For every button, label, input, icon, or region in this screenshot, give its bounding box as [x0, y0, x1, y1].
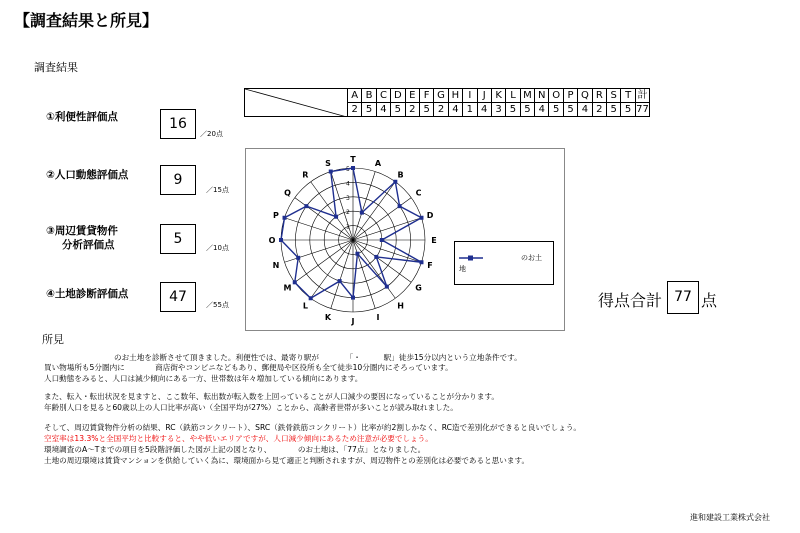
- rental-label-line2: 分析評価点: [62, 239, 115, 251]
- population-score: 9: [160, 165, 196, 195]
- convenience-label: ①利便性評価点: [46, 111, 118, 123]
- convenience-score: 16: [160, 109, 196, 139]
- table-value-cell: 5: [391, 103, 405, 117]
- table-value-cell: 4: [448, 103, 462, 117]
- table-header-cell: L: [506, 89, 520, 103]
- table-header-cell: Q: [578, 89, 592, 103]
- radar-category-label: G: [415, 283, 422, 293]
- table-value-cell: 5: [419, 103, 433, 117]
- company-name: 進和建設工業株式会社: [690, 513, 770, 522]
- radar-tick-label: 1: [346, 223, 350, 231]
- rental-label-line1: ③周辺賃貸物件: [46, 225, 118, 237]
- findings-line: また、転入・転出状況を見ますと、ここ数年、転出数が転入数を上回っていることが人口減少の要因になっていることが分かります。: [44, 392, 500, 401]
- table-value-cell: 5: [563, 103, 577, 117]
- radar-spoke: [285, 218, 353, 240]
- table-value-cell: 5: [549, 103, 563, 117]
- table-value-cell: 4: [477, 103, 491, 117]
- table-header-cell: I: [463, 89, 477, 103]
- legend-marker: [459, 254, 483, 262]
- radar-category-label: P: [273, 210, 279, 220]
- radar-point: [309, 296, 313, 300]
- table-header-cell: M: [520, 89, 534, 103]
- table-value-cell: 3: [491, 103, 505, 117]
- radar-spoke: [353, 240, 411, 282]
- radar-point: [283, 216, 287, 220]
- findings-line: のお土地を診断させて頂きました。利便性では、最寄り駅が 「・ 駅」徒歩15分以内という立地条件です。: [114, 353, 522, 362]
- radar-point: [360, 211, 364, 215]
- table-header-cell: 計: [635, 89, 649, 103]
- population-label: ②人口動態評価点: [46, 169, 129, 181]
- radar-point: [334, 215, 338, 219]
- radar-spoke: [331, 240, 353, 308]
- table-header-cell: D: [391, 89, 405, 103]
- table-value-cell: 4: [535, 103, 549, 117]
- table-value-cell: 5: [506, 103, 520, 117]
- radar-category-label: J: [351, 317, 355, 326]
- radar-point: [351, 296, 355, 300]
- radar-series-line: [281, 168, 421, 298]
- table-value-cell: 1: [463, 103, 477, 117]
- radar-tick-label: 2: [346, 209, 350, 217]
- table-value-cell: 4: [376, 103, 390, 117]
- radar-point: [374, 255, 378, 259]
- table-header-cell: K: [491, 89, 505, 103]
- radar-point: [380, 238, 384, 242]
- table-header-cell: N: [535, 89, 549, 103]
- findings-line: 買い物場所も5分圏内に 商店街やコンビニなどもあり、郵便局や区役所も全て徒歩10分圏内にそろっています。: [44, 363, 453, 372]
- radar-category-label: L: [302, 301, 308, 311]
- rental-score: 5: [160, 224, 196, 254]
- radar-category-label: M: [283, 283, 292, 293]
- radar-point: [279, 238, 283, 242]
- radar-category-label: T: [350, 155, 356, 164]
- radar-spoke: [295, 198, 353, 240]
- table-header-cell: B: [362, 89, 376, 103]
- land-max: ／55点: [206, 301, 229, 309]
- table-header-cell: T: [621, 89, 635, 103]
- findings-line: そして、周辺賃貸物件分析の結果、RC（鉄筋コンクリート）、SRC（鉄骨鉄筋コンクリート）比率が約2割しかなく、RC造で差別化ができると良いでしょう。: [44, 423, 582, 432]
- radar-point: [355, 252, 359, 256]
- radar-category-label: B: [397, 170, 404, 180]
- radar-category-label: R: [302, 170, 309, 180]
- findings-line: 環境調査のA～Tまでの項目を5段階評価した図が上記の図となり、 のお土地は、「77点」となりました。: [44, 445, 426, 454]
- legend-text-b: 地: [459, 265, 466, 273]
- table-value-cell: 5: [621, 103, 635, 117]
- radar-tick-label: 3: [346, 194, 350, 202]
- radar-spoke: [353, 198, 411, 240]
- findings-line: 土地の周辺環境は賃貸マンションを供給していく為に、環境面から見て適正と判断されますが、周辺物件との差別化は必要であると思います。: [44, 456, 530, 465]
- radar-spoke: [285, 240, 353, 262]
- land-label: ④土地診断評価点: [46, 288, 129, 300]
- radar-category-label: D: [426, 210, 434, 220]
- radar-tick-label: 4: [346, 180, 350, 188]
- chart-legend: [454, 241, 554, 285]
- radar-spoke: [295, 240, 353, 282]
- table-header-cell: R: [592, 89, 606, 103]
- radar-spoke: [353, 182, 395, 240]
- page-title: 【調査結果と所見】: [14, 11, 159, 30]
- radar-point: [419, 260, 423, 264]
- radar-spoke: [353, 240, 375, 308]
- radar-point: [293, 280, 297, 284]
- results-heading: 調査結果: [34, 61, 78, 74]
- total-label: 得点合計: [598, 291, 663, 310]
- radar-point: [351, 166, 355, 170]
- radar-category-label: S: [325, 158, 331, 168]
- table-header-row: [245, 89, 650, 103]
- table-header-cell: A: [348, 89, 362, 103]
- total-score: 77: [667, 281, 699, 314]
- findings-heading: 所見: [42, 333, 64, 346]
- table-value-cell: 77: [636, 104, 649, 115]
- radar-point: [304, 204, 308, 208]
- convenience-max: ／20点: [200, 130, 223, 138]
- radar-point: [385, 285, 389, 289]
- table-value-cell: 2: [348, 103, 362, 117]
- findings-line: 空室率は13.3%と全国平均と比較すると、やや低いエリアですが、人口減少傾向にあるため注意が必要でしょう。: [44, 434, 433, 443]
- score-table: [244, 88, 650, 117]
- table-value-cell: 2: [592, 103, 606, 117]
- radar-point: [419, 216, 423, 220]
- land-score: 47: [160, 282, 196, 312]
- rental-max: ／10点: [206, 244, 229, 252]
- table-value-cell: 5: [607, 103, 621, 117]
- table-header-cell: G: [434, 89, 448, 103]
- table-header-cell: E: [405, 89, 419, 103]
- radar-category-label: K: [324, 313, 332, 323]
- table-header-cell: P: [563, 89, 577, 103]
- table-header-cell: S: [607, 89, 621, 103]
- radar-chart: [245, 148, 563, 329]
- radar-spoke: [353, 240, 395, 298]
- radar-point: [393, 180, 397, 184]
- radar-point: [296, 256, 300, 260]
- radar-point: [398, 204, 402, 208]
- population-max: ／15点: [206, 186, 229, 194]
- radar-category-label: C: [415, 188, 422, 198]
- legend-text-a: のお土: [521, 254, 542, 262]
- table-value-cell: 2: [434, 103, 448, 117]
- table-header-cell: F: [419, 89, 433, 103]
- radar-category-label: I: [376, 313, 380, 323]
- radar-category-label: O: [268, 236, 276, 245]
- table-header-cell: C: [376, 89, 390, 103]
- table-value-cell: 2: [405, 103, 419, 117]
- table-diagonal-cell: [245, 89, 348, 117]
- radar-point: [329, 170, 333, 174]
- radar-category-label: Q: [284, 188, 291, 198]
- table-value-cell: 4: [578, 103, 592, 117]
- table-value-cell: 5: [520, 103, 534, 117]
- table-value-cell: 5: [362, 103, 376, 117]
- radar-tick-label: 5: [346, 166, 350, 173]
- radar-category-label: H: [397, 301, 404, 311]
- radar-category-label: N: [272, 261, 280, 271]
- table-header-cell: H: [448, 89, 462, 103]
- table-header-cell: J: [477, 89, 491, 103]
- total-unit: 点: [701, 291, 718, 310]
- radar-category-label: A: [374, 158, 382, 168]
- findings-line: 年齢別人口を見ると60歳以上の人口比率が高い（全国平均が27%）ことから、高齢者世帯が多いことが読み取れました。: [44, 403, 458, 412]
- radar-category-label: E: [431, 236, 437, 245]
- radar-category-label: F: [427, 261, 433, 271]
- radar-point: [338, 279, 342, 283]
- findings-line: 人口動態をみると、人口は減少傾向にある一方、世帯数は年々増加している傾向にあります。: [44, 374, 363, 383]
- table-header-cell: O: [549, 89, 563, 103]
